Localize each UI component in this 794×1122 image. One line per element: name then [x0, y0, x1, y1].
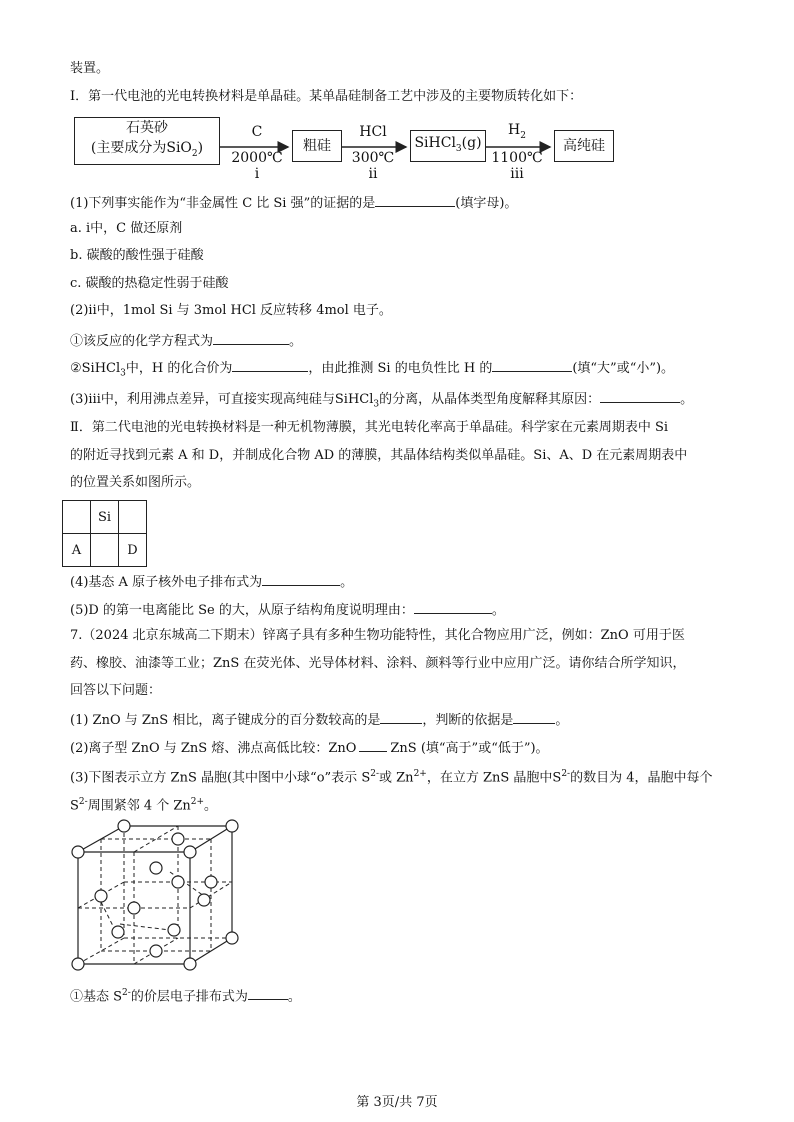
question-1: (1)下列事实能作为“非金属性 C 比 Si 强”的证据的是 (填字母)。: [70, 192, 517, 213]
atom-internal: [112, 926, 124, 938]
cell-a: A: [63, 534, 91, 567]
arrow-iii-step: iii: [510, 166, 524, 182]
atom-corner: [72, 958, 84, 970]
arrow-i-temperature: 2000℃: [231, 150, 283, 166]
atom-internal: [168, 924, 180, 936]
guide-line: [120, 924, 170, 930]
arrow-ii-temperature: 300℃: [351, 150, 395, 166]
pure-silicon-box: 高纯硅: [554, 130, 614, 162]
arrow-i-reagent: C: [251, 124, 263, 140]
option-b: b. 碳酸的酸性强于硅酸: [70, 248, 204, 263]
question-4: (4)基态 A 原子核外电子排布式为 。: [70, 571, 353, 592]
atom-face-center: [205, 876, 217, 888]
answer-blank[interactable]: [375, 192, 455, 207]
trichlorosilane-box: SiHCl$_3$(g): [410, 130, 486, 162]
section-one-intro: Ⅰ．第一代电池的光电转换材料是单晶硅。某单晶硅制备工艺中涉及的主要物质转化如下：: [70, 89, 583, 104]
atom-face-center: [172, 833, 184, 845]
zn-question-3: (3)下图表示立方 ZnS 晶胞(其中图中小球“o”表示 $S^{2-}$或 $Zn^{2+}$，在立方 ZnS 晶胞中$S^{2-}$的数目为 4，晶胞中每个: [70, 769, 713, 786]
answer-blank[interactable]: [262, 571, 340, 586]
empty-cell: [91, 534, 119, 567]
arrow-ii-reagent: HCl: [359, 124, 387, 140]
arrow-iii-reagent: $H_2$: [508, 122, 526, 141]
question-3: (3)ⅲ中，利用沸点差异，可直接实现高纯硅与SiHCl$_3$的分离，从晶体类型角度解释其原因： 。: [70, 388, 693, 414]
answer-blank[interactable]: [492, 357, 572, 372]
cube-edge: [190, 938, 232, 964]
answer-blank[interactable]: [513, 709, 555, 724]
zn-question-2: (2)离子型 ZnO 与 ZnS 熔、沸点高低比较：ZnO ZnS (填“高于”或“低于”)。: [70, 737, 549, 758]
atom-corner: [184, 846, 196, 858]
question-7-intro-1: 7.（2024 北京东城高二下期末）锌离子具有多种生物功能特性，其化合物应用广泛，例如：ZnO 可用于医: [70, 628, 685, 643]
atom-face-center: [172, 876, 184, 888]
text-line: 装置。: [70, 61, 110, 76]
periodic-table-fragment: [62, 500, 147, 567]
atom-corner: [118, 820, 130, 832]
zn-question-3-part-1: ①基态 $S^{2-}$的价层电子排布式为 。: [70, 984, 301, 1006]
zn-question-3-cont: $S^{2-}$周围紧邻 4 个 $Zn^{2+}$。: [70, 797, 218, 814]
question-7-intro-2: 药、橡胶、油漆等工业；ZnS 在荧光体、光导体材料、涂料、颜料等行业中应用广泛。请你结合所学知识，: [70, 656, 686, 671]
answer-blank[interactable]: [414, 599, 492, 614]
empty-cell: [63, 501, 91, 534]
arrow-iii-temperature: 1100℃: [491, 150, 543, 166]
cell-si: Si: [91, 501, 119, 534]
question-7-intro-3: 回答以下问题：: [70, 683, 162, 698]
quartz-sand-label: 石英砂: [126, 120, 168, 137]
quartz-sand-box: [74, 117, 220, 165]
section-two-line-2: 的附近寻找到元素 A 和 D，并制成化合物 AD 的薄膜，其晶体结构类似单晶硅。Si、A、D 在元素周期表中: [70, 448, 688, 463]
zn-question-1: (1) ZnO 与 ZnS 相比，离子键成分的百分数较高的是 ，判断的依据是 。: [70, 709, 568, 730]
answer-blank[interactable]: [359, 737, 387, 752]
section-two-line-3: 的位置关系如图所示。: [70, 475, 201, 490]
arrow-ii-step: ii: [368, 166, 378, 182]
option-c: c. 碳酸的热稳定性弱于硅酸: [70, 276, 229, 291]
atom-internal: [150, 862, 162, 874]
atom-corner: [226, 932, 238, 944]
silicon-process-diagram: [74, 114, 634, 184]
atom-face-center: [150, 945, 162, 957]
section-two-line-1: Ⅱ．第二代电池的光电转换材料是一种无机物薄膜，其光电转化率高于单晶硅。科学家在元素周期表中 Si: [70, 420, 669, 435]
option-a: a. ⅰ中，C 做还原剂: [70, 221, 183, 236]
question-2-part-1: ①该反应的化学方程式为 。: [70, 330, 302, 351]
answer-blank[interactable]: [380, 709, 422, 724]
question-5: (5)D 的第一电离能比 Se 的大，从原子结构角度说明理由： 。: [70, 599, 505, 620]
atom-corner: [72, 846, 84, 858]
answer-blank[interactable]: [213, 330, 289, 345]
answer-blank[interactable]: [600, 388, 680, 403]
atom-face-center: [128, 902, 140, 914]
question-2: (2)ⅱ中，1mol Si 与 3mol HCl 反应转移 4mol 电子。: [70, 303, 392, 318]
atom-corner: [226, 820, 238, 832]
zns-unit-cell-diagram: [66, 818, 246, 978]
quartz-sand-composition: (主要成分为SiO$_2$): [90, 140, 204, 159]
arrow-i-step: i: [254, 166, 260, 182]
answer-blank[interactable]: [232, 357, 308, 372]
question-2-part-2: ②SiHCl$_3$中，H 的化合价为 ，由此推测 Si 的电负性比 H 的 (填“大”或“小”)。: [70, 357, 674, 383]
answer-blank[interactable]: [248, 985, 288, 1000]
crude-silicon-box: 粗硅: [292, 130, 342, 162]
atom-face-center: [95, 890, 107, 902]
cell-d: D: [119, 534, 147, 567]
empty-cell: [119, 501, 147, 534]
atom-internal: [198, 894, 210, 906]
page-footer: 第 3页/共 7页: [356, 1095, 438, 1110]
atom-corner: [184, 958, 196, 970]
